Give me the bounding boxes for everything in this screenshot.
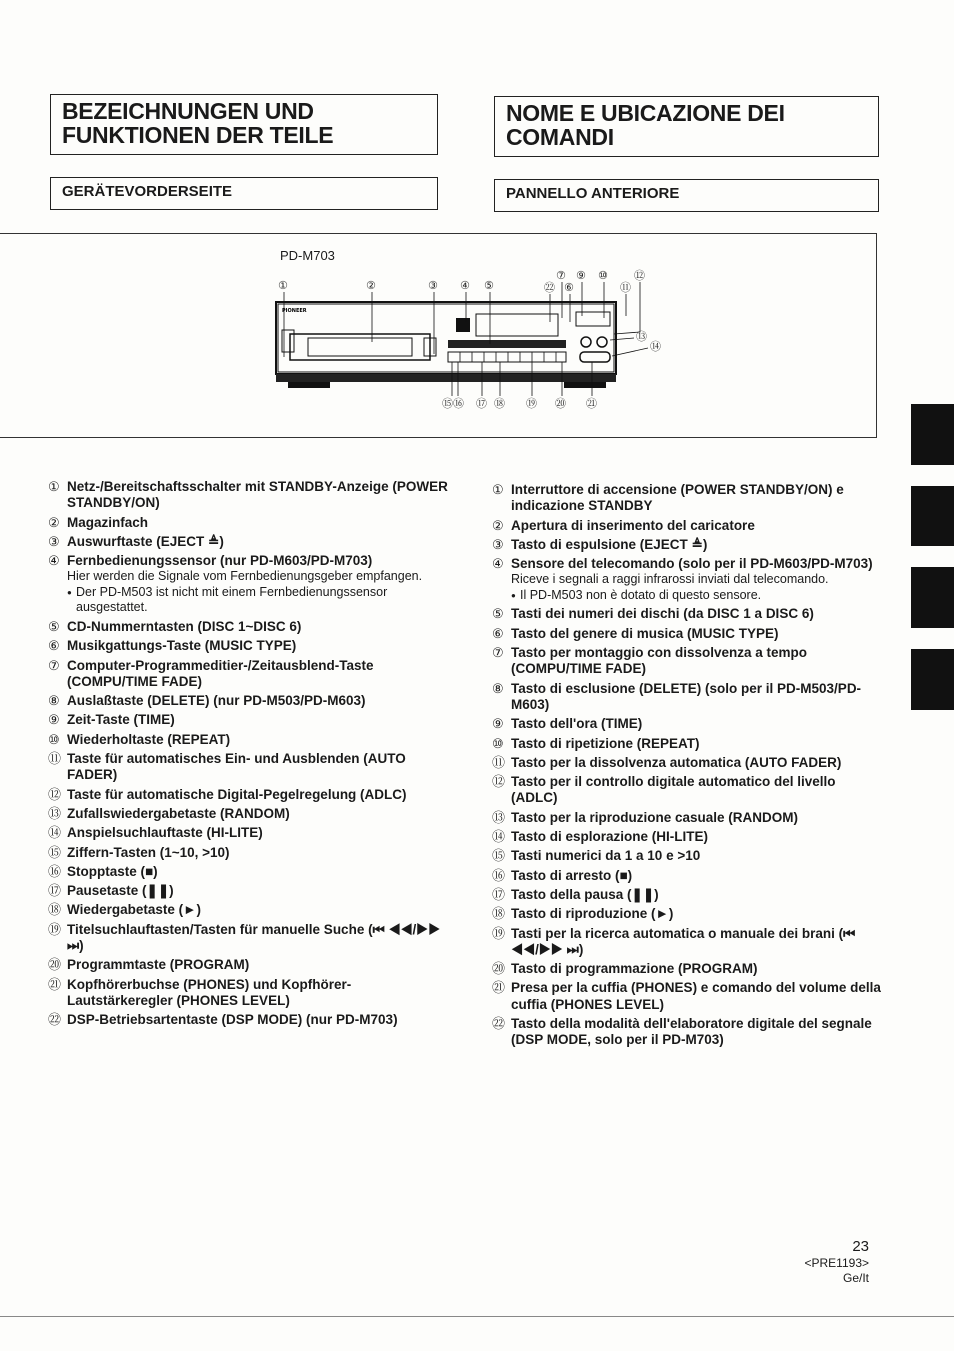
list-item: ⑫ Tasto per il controllo digitale automatico del livello (ADLC): [492, 774, 836, 806]
de-subtitle-box: [50, 177, 438, 210]
list-item: ㉑ Presa per la cuffia (PHONES) e comando del volume della cuffia (PHONES LEVEL): [492, 980, 881, 1012]
list-item: ② Magazinfach: [48, 514, 149, 530]
list-item: ⑩ Tasto di ripetizione (REPEAT): [492, 735, 700, 751]
list-item: ㉒ Tasto della modalità dell'elaboratore digitale del segnale (DSP MODE, solo per il PD-M703): [492, 1016, 872, 1048]
list-item: ⑥ Musikgattungs-Taste (MUSIC TYPE): [48, 638, 297, 654]
callout-21: ㉑: [586, 397, 597, 410]
it-parts-list: [492, 482, 882, 1052]
list-item: ⑱ Tasto di riproduzione (►): [492, 906, 674, 922]
callout-2: ②: [366, 279, 376, 292]
callout-3: ③: [428, 279, 438, 292]
item-bullet-note: ● Der PD-M503 ist nicht mit einem Fernbedienungssensor ausgestattet.: [67, 585, 448, 616]
callout-6: ⑥: [564, 281, 574, 294]
de-title-box: [50, 94, 438, 155]
list-item: ⑧ Auslaßtaste (DELETE) (nur PD-M503/PD-M603): [48, 693, 366, 709]
list-item: ⑦ Computer-Programmeditier-/Zeitausblend-Taste (COMPU/TIME FADE): [48, 657, 374, 689]
list-item: ⑰ Tasto della pausa (❚❚): [492, 886, 659, 902]
it-title-box: [494, 96, 879, 157]
callout-14: ⑭: [650, 340, 661, 353]
list-item: ⑲ Titelsuchlauftasten/Tasten für manuelle Suche (⏮ ◀◀/▶▶ ⏭): [48, 921, 441, 954]
item-bullet-note: ● Il PD-M503 non è dotato di questo sensore.: [511, 588, 882, 604]
item-note: Riceve i segnali a raggi infrarossi inviati dal telecomando.: [511, 572, 829, 587]
callout-15-16: ⑮⑯: [442, 397, 464, 410]
it-subtitle-box: [494, 179, 879, 212]
language-tab-2: [911, 486, 954, 546]
list-item: ⑭ Anspielsuchlauftaste (HI-LITE): [48, 825, 263, 841]
list-item: ⑰ Pausetaste (❚❚): [48, 883, 174, 899]
callout-4: ④: [460, 279, 470, 292]
list-item: ㉑ Kopfhörerbuchse (PHONES) und Kopfhörer-Lautstärkeregler (PHONES LEVEL): [48, 976, 352, 1008]
list-item: ⑨ Tasto dell'ora (TIME): [492, 716, 643, 732]
callout-18: ⑱: [494, 397, 505, 410]
list-item: ② Apertura di inserimento del caricatore: [492, 517, 755, 533]
page-footer: [805, 1238, 870, 1286]
callout-11: ⑪: [620, 281, 631, 294]
de-parts-list: [48, 479, 448, 1032]
list-item: ⑲ Tasti per la ricerca automatica o manuale dei brani (⏮ ◀◀/▶▶ ⏭): [492, 925, 856, 957]
list-item: ⑯ Stopptaste (■): [48, 863, 158, 879]
bottom-rule: [0, 1316, 954, 1317]
callout-12: ⑫: [634, 269, 645, 282]
model-label: PD-M703: [280, 248, 335, 263]
callout-7: ⑦: [556, 269, 566, 282]
document-code: <PRE1193>: [804, 1256, 869, 1270]
list-item: ① Netz-/Bereitschaftsschalter mit STANDBY-Anzeige (POWER STANDBY/ON): [48, 479, 448, 511]
callout-22: ㉒: [544, 281, 555, 294]
list-item: ⑳ Tasto di programmazione (PROGRAM): [492, 961, 758, 977]
list-item: ㉒ DSP-Betriebsartentaste (DSP MODE) (nur PD-M703): [48, 1012, 398, 1028]
list-item: ④ Fernbedienungssensor (nur PD-M603/PD-M703) Hier werden die Signale vom Fernbedienungsgeber empfangen. ● Der PD-M503 ist nicht mit einem Fernbedienungssensor ausgestattet.: [48, 553, 448, 616]
list-item: ⑤ CD-Nummerntasten (DISC 1~DISC 6): [48, 618, 302, 634]
list-item: ⑯ Tasto di arresto (■): [492, 867, 633, 883]
list-item: ⑪ Tasto per la dissolvenza automatica (AUTO FADER): [492, 754, 842, 770]
item-note: Hier werden die Signale vom Fernbedienungsgeber empfangen.: [67, 569, 423, 584]
list-item: ④ Sensore del telecomando (solo per il PD-M603/PD-M703) Riceve i segnali a raggi infrarossi inviati dal telecomando. ● Il PD-M503 non è dotato di questo sensore.: [492, 556, 882, 603]
language-tab-1: [911, 404, 954, 465]
list-item: ⑬ Zufallswiedergabetaste (RANDOM): [48, 805, 290, 821]
list-item: ⑧ Tasto di esclusione (DELETE) (solo per il PD-M503/PD-M603): [492, 680, 862, 712]
page-number: 23: [852, 1238, 869, 1255]
callout-20: ⑳: [555, 397, 566, 410]
de-title: BEZEICHNUNGEN UND FUNKTIONEN DER TEILE: [62, 98, 334, 148]
list-item: ③ Auswurftaste (EJECT ≜): [48, 533, 224, 549]
list-item: ⑮ Ziffern-Tasten (1~10, >10): [48, 844, 230, 860]
language-tab-3: [911, 567, 954, 628]
callout-5: ⑤: [484, 279, 494, 292]
callout-19: ⑲: [526, 397, 537, 410]
list-item: ⑫ Taste für automatische Digital-Pegelregelung (ADLC): [48, 786, 407, 802]
callout-9: ⑨: [576, 269, 586, 282]
list-item: ⑦ Tasto per montaggio con dissolvenza a tempo (COMPU/TIME FADE): [492, 645, 808, 677]
language-code: Ge/It: [842, 1271, 869, 1285]
brand-label: PIONEER: [282, 308, 307, 314]
language-tab-4: [911, 649, 954, 710]
list-item: ⑨ Zeit-Taste (TIME): [48, 712, 175, 728]
list-item: ⑳ Programmtaste (PROGRAM): [48, 957, 250, 973]
list-item: ⑱ Wiedergabetaste (►): [48, 902, 202, 918]
callout-10: ⑩: [598, 269, 608, 282]
de-subtitle: GERÄTEVORDERSEITE: [62, 183, 233, 200]
list-item: ⑥ Tasto del genere di musica (MUSIC TYPE): [492, 625, 779, 641]
front-panel-diagram: [268, 262, 688, 412]
it-subtitle: PANNELLO ANTERIORE: [506, 185, 680, 202]
list-item: ⑮ Tasti numerici da 1 a 10 e >10: [492, 848, 701, 864]
list-item: ⑪ Taste für automatisches Ein- und Ausblenden (AUTO FADER): [48, 751, 406, 783]
list-item: ① Interruttore di accensione (POWER STANDBY/ON) e indicazione STANDBY: [492, 482, 844, 514]
list-item: ③ Tasto di espulsione (EJECT ≜): [492, 536, 708, 552]
callout-13: ⑬: [636, 330, 647, 343]
it-title: NOME E UBICAZIONE DEI COMANDI: [506, 100, 785, 150]
callout-1: ①: [278, 279, 288, 292]
list-item: ⑩ Wiederholtaste (REPEAT): [48, 731, 231, 747]
callout-17: ⑰: [476, 397, 487, 410]
list-item: ⑭ Tasto di esplorazione (HI-LITE): [492, 829, 709, 845]
list-item: ⑬ Tasto per la riproduzione casuale (RANDOM): [492, 809, 799, 825]
list-item: ⑤ Tasti dei numeri dei dischi (da DISC 1 a DISC 6): [492, 606, 814, 622]
